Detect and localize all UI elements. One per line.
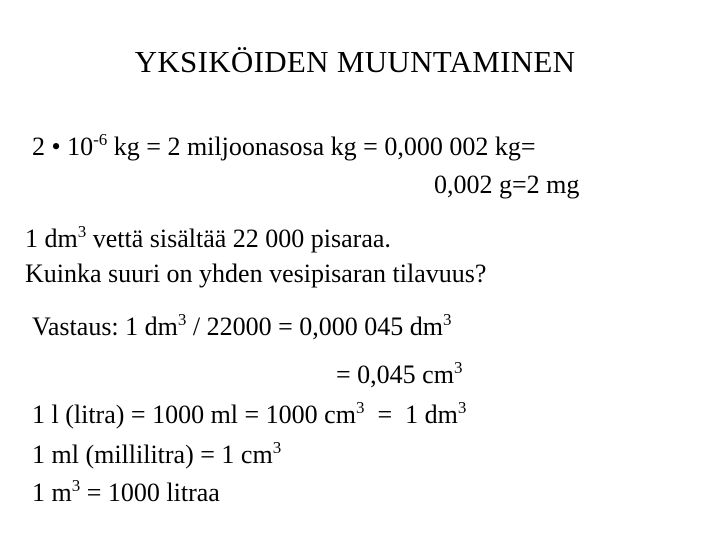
exponent: 3 xyxy=(71,476,81,495)
line-text: = 1000 litraa xyxy=(80,478,220,507)
line-text: Vastaus: 1 dm xyxy=(32,312,178,341)
line-text: 1 m xyxy=(32,478,72,507)
exponent: -6 xyxy=(93,130,108,149)
line-text: = 1 dm xyxy=(364,400,458,429)
text-line-question xyxy=(25,261,486,287)
line-text: 1 l (litra) = 1000 ml = 1000 cm xyxy=(32,400,356,429)
line-text: kg = 2 miljoonasosa kg = 0,000 002 kg= xyxy=(107,132,536,161)
text-line-water-drops xyxy=(25,222,391,253)
exponent: 3 xyxy=(355,398,365,417)
text-line-millilitre xyxy=(32,438,282,469)
slide-title: YKSIKÖIDEN MUUNTAMINEN xyxy=(134,44,576,79)
line-text: 1 dm xyxy=(25,224,78,253)
exponent: 3 xyxy=(443,310,452,329)
exponent: 3 xyxy=(272,438,282,457)
exponent: 3 xyxy=(77,222,87,241)
line-text: 1 ml (millilitra) = 1 cm xyxy=(32,440,273,469)
line-text: 2 • 10 xyxy=(32,132,94,161)
text-line-litre xyxy=(32,398,467,429)
exponent: 3 xyxy=(177,310,187,329)
text-line-answer xyxy=(32,310,452,341)
text-line-answer-result xyxy=(336,358,463,389)
line-text: = 0,045 cm xyxy=(336,360,454,389)
exponent: 3 xyxy=(453,358,463,377)
line-text: 0,002 g=2 mg xyxy=(434,170,580,199)
text-line-mass-conversion xyxy=(32,130,536,161)
exponent: 3 xyxy=(457,398,467,417)
text-line-mass-result xyxy=(434,172,579,198)
line-text: vettä sisältää 22 000 pisaraa. xyxy=(86,224,391,253)
line-text: / 22000 = 0,000 045 dm xyxy=(186,312,444,341)
line-text: Kuinka suuri on yhden vesipisaran tilavuus? xyxy=(25,259,487,288)
text-line-cubic-metre xyxy=(32,476,220,507)
